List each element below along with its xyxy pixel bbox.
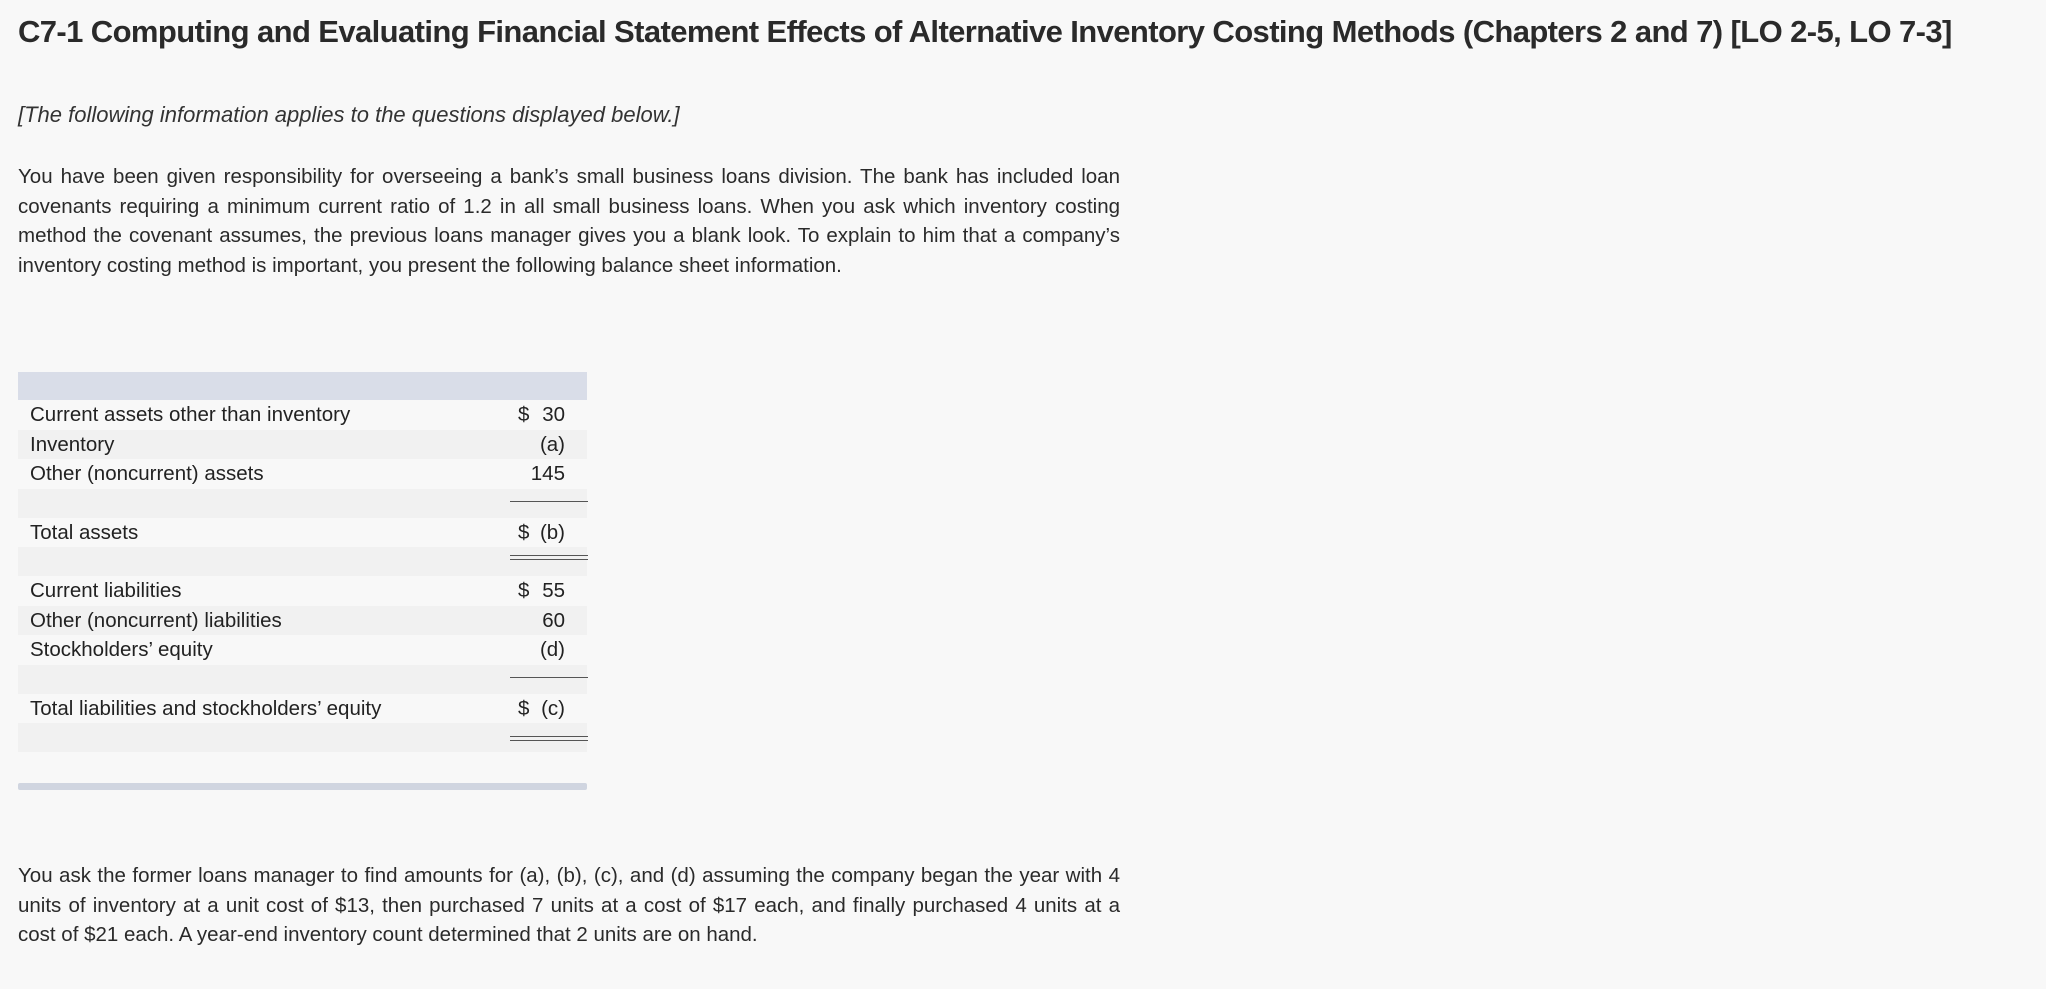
table-header-bar [18,372,587,400]
row-value: (a) [539,432,565,456]
row-label: Total liabilities and stockholders’ equity [30,696,382,720]
table-row [18,430,587,460]
row-value: 55 [542,579,565,602]
page-title: C7-1 Computing and Evaluating Financial Statement Effects of Alternative Inventory Costing Methods (Chapters 2 and 7) [LO 2-5, LO 7-3] [18,14,1952,49]
question-paragraph: You ask the former loans manager to find amounts for (a), (b), (c), and (d) assuming the company began the year with 4 units of inventory at a unit cost of $13, then purchased 7 units at a cost of $17 each, and finally purchased 4 units at a cost of $21 each. A year-end inventory count determined that 2 units are on hand. [18,864,1120,946]
row-value: (c) [541,696,565,720]
table-row [18,400,587,430]
spacer-row [18,489,587,518]
table-row [18,518,587,548]
table-footer-bar [18,783,587,790]
row-value: 60 [542,608,565,632]
table-row [18,576,587,606]
intro-note: [The following information applies to the questions displayed below.] [18,102,680,127]
dollar-sign: $ [518,520,530,544]
row-label: Stockholders’ equity [30,638,213,661]
row-label: Other (noncurrent) liabilities [30,608,282,632]
table-row [18,635,587,665]
subtotal-rule [510,677,588,678]
row-value: 30 [542,403,565,426]
spacer-row [18,723,587,752]
spacer-row [18,547,587,576]
dollar-sign: $ [518,579,530,602]
row-label: Total assets [30,520,139,544]
table-row [18,694,587,724]
row-value: 145 [530,462,565,485]
table-row [18,459,587,489]
table-row [18,606,587,636]
row-label: Current assets other than inventory [30,403,351,426]
row-label: Inventory [30,432,115,456]
row-value: (b) [539,520,565,544]
scenario-paragraph: You have been given responsibility for overseeing a bank’s small business loans division. The bank has included loan covenants requiring a minimum current ratio of 1.2 in all small business loans. When you ask which inventory costing method the covenant assumes, the previous loans manager gives you a blank look. To explain to him that a company’s inventory costing method is important, you present the following balance sheet information. [18,165,1120,277]
row-value: (d) [539,638,565,661]
dollar-sign: $ [518,403,530,426]
row-label: Current liabilities [30,579,182,602]
balance-sheet-table [18,372,587,752]
total-double-rule [510,736,588,741]
spacer-row [18,665,587,694]
total-double-rule [510,555,588,560]
dollar-sign: $ [518,696,530,720]
row-label: Other (noncurrent) assets [30,462,264,485]
subtotal-rule [510,501,588,502]
